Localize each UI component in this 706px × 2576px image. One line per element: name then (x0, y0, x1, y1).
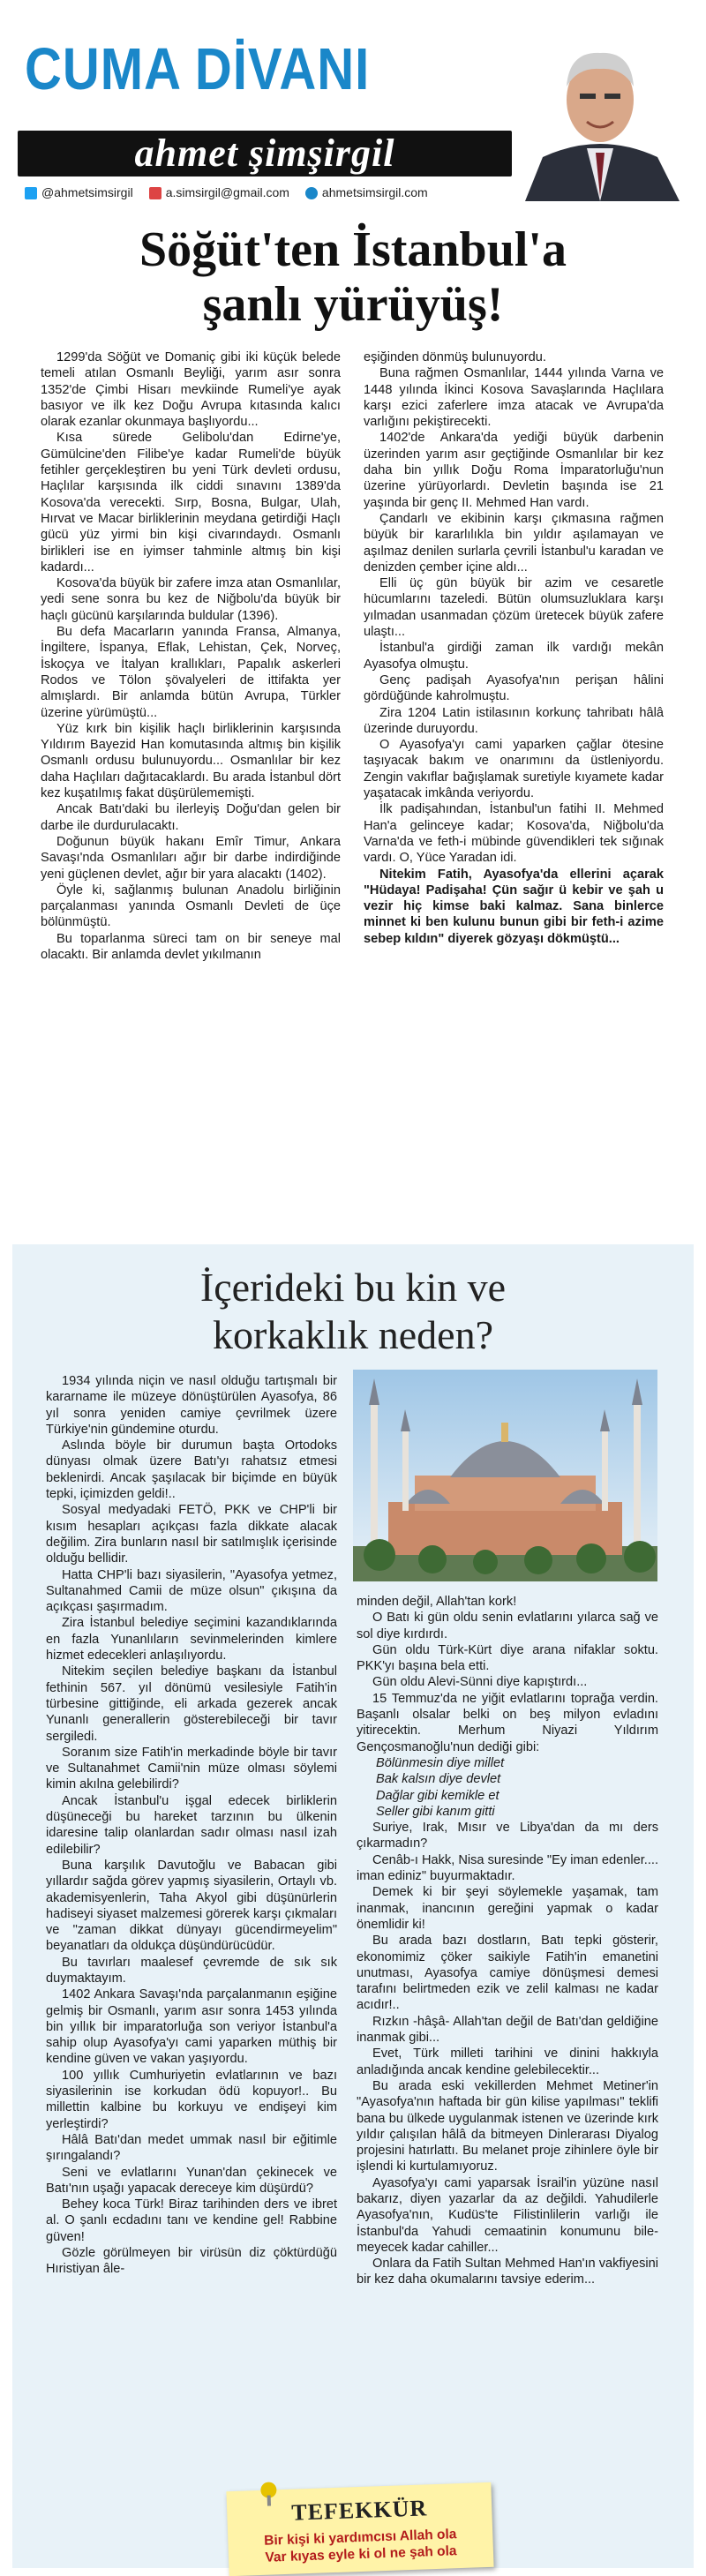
hagia-sophia-image (353, 1370, 657, 1581)
section-2-heading (0, 1264, 706, 1359)
paragraph: 1402 Ankara Savaşı'nda parçalanmanın eşiğine gelmiş bir Osmanlı, yarım asır sonra 1453 yılında bin yıllık bir imparatorluğa son veriyor İstanbul'a sahip olup Ayasofya'yı cami yaparken müthiş bir kendine güven ve vakan yaşıyordu. (46, 1987, 337, 2067)
tefekkur-note (226, 2482, 493, 2576)
paragraph: Öyle ki, sağlanmış bulunan Anadolu birliğinin parçalanması yanında Osmanlı Devleti de üçe bölünmüştü. (41, 882, 341, 930)
headline-line-2: şanlı yürüyüş! (202, 277, 504, 332)
tefekkur-title: TEFEKKÜR (290, 2495, 428, 2526)
column-brand: CUMA DİVANI (25, 36, 371, 102)
column-header (0, 0, 706, 212)
author-name: ahmet şimşirgil (134, 131, 395, 175)
paragraph: Bu arada eski vekillerden Mehmet Metiner'in "Ayasofya'nın haftada bir gün kilise yapılması" teklifi bana bu ülkede uygulanmak istenen ve üzerinde kırk yıldır çalışılan hâlâ da bitmeyen Dinlerarası Diyalog projesini hatırlattı. Bu melanet proje zihinlere öyle bir işlendi ki kurtulamıyoruz. (357, 2078, 658, 2174)
paragraph: Doğunun büyük hakanı Emîr Timur, Ankara Savaşı'nda Osmanlıları ağır bir darbe indirdiğinde yeni güçlenen devlet, ağır bir yara alacaktı (1402). (41, 834, 341, 882)
paragraph: Gözle görülmeyen bir virüsün diz çöktürdüğü Hıristiyan âle- (46, 2246, 337, 2277)
paragraph: Aslında böyle bir durumun başta Ortodoks dünyası olmak üzere Batı'yı rahatsız etmesi beklenirdi. Ancak şaşılacak bir biçimde en büyük tepki, içimizden geldi!.. (46, 1438, 337, 1502)
paragraph: Buna rağmen Osmanlılar, 1444 yılında Varna ve 1448 yılında İkinci Kosova Savaşlarında Haçlılara karşı ezici zaferlere imza atacak ve Avrupa'da varlığını pekiştirecekti. (364, 366, 664, 430)
paragraph: Ancak Batı'daki bu ilerleyiş Doğu'dan gelen bir darbe ile durdurulacaktı. (41, 802, 341, 833)
paragraph: Ayasofya'yı cami yaparsak İsrail'in yüzüne nasıl bakarız, diyen yazarlar da az değildi. Yahudilerle Ayasofya'nın, Kudüs'te Filistinlilerin varlığı ile İstanbul'da Yahudi cemaatinin konumunu bile-meyecek kadar cahiller... (357, 2175, 658, 2255)
paragraph: Elli üç gün büyük bir azim ve cesaretle hücumlarını tazeledi. Bütün olumsuzluklara karşı yılmadan usanmadan çözüm üretecek büyük zafere ulaştı... (364, 576, 664, 640)
tefekkur-line-1: Bir kişi ki yardımcısı Allah ola (263, 2527, 457, 2549)
paragraph: eşiğinden dönmüş bulunuyordu. (364, 350, 546, 364)
poem-line: Dağlar gibi kemikle et (376, 1788, 499, 1803)
paragraph: Kosova'da büyük bir zafere imza atan Osmanlılar, yedi sene sonra bu kez de Niğbolu'da büyük bir haçlı gücünü karşılarında buldular (1396). (41, 576, 341, 623)
paragraph: Cenâb-ı Hakk, Nisa suresinde "Ey iman edenler.... iman ediniz" buyurmaktadır. (357, 1852, 658, 1884)
paragraph: Genç padişah Ayasofya'nın perişan hâlini gördüğünde kahrolmuştu. (364, 672, 664, 704)
paragraph: Kısa sürede Gelibolu'dan Edirne'ye, Gümülcine'den Filibe'ye kadar Rumeli'de büyük fetihler gerçekleştiren bu yeni Türk devleti ordusu, Haçlılar karşısında ilk ciddi sınavını 1389'da Kosova'da verecekti. Sırp, Bosna, Bulgar, Ulah, Hırvat ve Macar birliklerinin meydana getirdiği Haçlı gücü yüz yirmi bin kişi civarındaydı. Osmanlı birlikleri ise en iyimser tahminle altmış bin kişi kadardı... (41, 431, 341, 575)
paragraph: Demek ki bir şeyi söylemekle yaşamak, tam inanmak, inancının gereğini yapmak o kadar önemlidir ki! (357, 1885, 658, 1932)
poem-line: Bak kalsın diye devlet (376, 1772, 501, 1787)
web-icon (305, 187, 318, 199)
paragraph: Ancak İstanbul'u işgal edecek birliklerin düşüneceği bu hareket tarzının bu ülkenin idaresine talip olanlardan sadır olması nasıl izah edilebilir? (46, 1793, 337, 1857)
tefekkur-line-2: Var kıyas eyle ki ol ne şah ola (265, 2543, 457, 2565)
paragraph: İstanbul'a girdiği zaman ilk vardığı mekân Ayasofya olmuştu. (364, 641, 664, 672)
paragraph: Gün oldu Alevi-Sünni diye kapıştırdı... (372, 1675, 588, 1690)
paragraph: O Ayasofya'yı cami yaparken çağlar ötesine taşıyacak bakım ve onarımını da üstleniyordu. Zengin vakıflar bağışlamak suretiyle kıyamete kadar yaşatacak imkânda veriyordu. (364, 738, 664, 801)
headline (0, 222, 706, 332)
article-column-2 (364, 349, 664, 947)
paragraph: Çandarlı ve ekibinin karşı çıkmasına rağmen büyük bir kararlılıkla bin yıldır aşılamayan ve aşılmaz denilen surlarla çevrili İstanbul'u karadan ve denizden çember içine aldı... (364, 511, 664, 575)
twitter-icon (25, 187, 37, 199)
author-bar (18, 131, 512, 176)
paragraph: Soranım size Fatih'in merkadinde böyle bir tavır ve Sultanahmet Camii'nin müze olması söylemi kimin akılna gelebilirdi? (46, 1745, 337, 1792)
paragraph: Zira İstanbul belediye seçimini kazandıklarında en fazla Yunanlıların sevinmelerinden kimlere hizmet edecekleri anlaşılıyordu. (46, 1616, 337, 1664)
paragraph: O Batı ki gün oldu senin evlatlarını yılarca sağ ve sol diye kırdırdı. (357, 1611, 658, 1641)
paragraph: 1934 yılında niçin ve nasıl olduğu tartışmalı bir kararname ile müzeye dönüştürülen Ayasofya, 86 yıl sonra yeniden camiye çevrilmek üzere Türkiye'nin gündemine oturdu. (46, 1374, 337, 1437)
paragraph: Bu toparlanma süreci tam on bir seneye mal olacaktı. Bir anlamda devlet yıkılmanın (41, 931, 341, 962)
paragraph: 15 Temmuz'da ne yiğit evlatlarını toprağa verdin. Başanlı olsalar belki on beş milyon evladını yitirecektin. Merhum Niyazi Yıldırım Gençosmanoğlu'nun dediği gibi: (357, 1691, 658, 1754)
mail-icon (149, 187, 161, 199)
paragraph: minden değil, Allah'tan kork! (357, 1595, 517, 1609)
paragraph: Bu defa Macarların yanında Fransa, Almanya, İngiltere, İspanya, Eflak, Lehistan, Çek, Norveç, İskoçya ve İtalyan krallıkları, Papalık askerleri Rodos ve Tölon şövalyeleri de ittifakta yer almışlardı. Bir anlamda bütün Avrupa, Türkler üzerine yürümüştü... (41, 625, 341, 720)
poem-line: Bölünmesin diye millet (376, 1755, 505, 1770)
paragraph: İlk padişahından, İstanbul'un fatihi II. Mehmed Han'a gelinceye kadar; Kosova'da, Niğbolu'da Varna'da ve feth-i mübinde güvendikleri tek sığınak vardı. O, Yüce Yaradan idi. (364, 802, 664, 866)
paragraph: Seni ve evlatlarını Yunan'dan çekinecek ve Batı'nın uşağı yapacak dereceye kim düşürdü? (46, 2165, 337, 2196)
social-bar (25, 182, 519, 203)
website[interactable]: ahmetsimsirgil.com (305, 185, 428, 199)
paragraph: 1299'da Söğüt ve Domaniç gibi iki küçük belede temeli atılan Osmanlı Beyliği, yarım asır sonra 1352'de Çimbi Hisarı mevkiinde Rumeli'ye ayak basıyor ve ilk kez Doğu Avrupa kıtasında kalıcı olarak ezanlar okunmaya başlıyordu... (41, 350, 341, 430)
paragraph: Evet, Türk milleti tarihini ve dinini hakkıyla anladığında ancak kendine gelebilecektir... (357, 2047, 658, 2077)
paragraph: 1402'de Ankara'da yediği büyük darbenin üzerinden yarım asır geçtiğinde Osmanlılar bir kez daha bin yıllık Doğu Roma İmparatorluğu'nun üzerine yürüyorlardı. Devletin başında ise 21 yaşında bir genç II. Mehmed Han vardı. (364, 431, 664, 510)
article-column-4 (357, 1594, 658, 2288)
paragraph: Zira 1204 Latin istilasının korkunç tahribatı hâlâ üzerinde duruyordu. (364, 705, 664, 736)
section-2-heading-line-1: İçerideki bu kin ve (199, 1265, 507, 1310)
portrait-image (516, 25, 684, 201)
paragraph: Yüz kırk bin kişilik haçlı birliklerinin karşısında Yıldırım Bayezid Han komutasında altmış bin kişilik Osmanlı ordusu bulunuyordu... Osmanlılar bir kez daha Haçlıları dağıtacaklardı. Bu arada İstanbul dört kez kuşatılmış fakat düşürülememişti. (41, 721, 341, 801)
paragraph: Buna karşılık Davutoğlu ve Babacan gibi yıllardır sağda görev yapmış siyasilerin, Ortaylı vb. akademisyenlerin, Taha Akyol gibi düşünürlerin hadiseyi siyaset malzemesi görerek karşı çıkmaları ve "zaman dikkat dünyayı gücendirmeyelim" beyanatları da oldukça düşündürücüdür. (46, 1858, 337, 1954)
paragraph: Behey koca Türk! Biraz tarihinden ders ve ibret al. O şanlı ecdadını tanı ve kendine gel! Rabbine güven! (46, 2197, 337, 2244)
tefekkur-text (228, 2525, 493, 2567)
paragraph: Hâlâ Batı'dan medet ummak nasıl bir eğitimle şırıngalandı? (46, 2132, 337, 2164)
paragraph: Onlara da Fatih Sultan Mehmed Han'ın vakfiyesini bir kez daha okumalarını tavsiye ederim... (357, 2257, 659, 2287)
paragraph: 100 yıllık Cumhuriyetin evlatlarının ve bazı siyasilerinin ise korkudan ödü kopuyor!.. Bu millettin kalbine bu korkuyu ve endişeyi kim yerleştirdi? (46, 2068, 337, 2131)
hagia-sophia-photo (353, 1370, 657, 1581)
article-column-3 (46, 1373, 337, 2278)
article-column-1 (41, 349, 341, 963)
paragraph: Nitekim seçilen belediye başkanı da İstanbul fethinin 567. yıl dönümü vesilesiyle Fatih'in türbesine gittiğinde, eli arkada gezerek ancak Yunanlı generallerin gösterebileceği bir tavır sergiledi. (46, 1664, 337, 1744)
headline-line-1: Söğüt'ten İstanbul'a (139, 222, 567, 277)
section-2-heading-line-2: korkaklık neden? (212, 1312, 494, 1357)
paragraph: Rızkın -hâşâ- Allah'tan değil de Batı'dan geldiğine inanmak gibi... (357, 2014, 658, 2046)
twitter-handle[interactable]: @ahmetsimsirgil (25, 185, 133, 199)
paragraph: Sosyal medyadaki FETÖ, PKK ve CHP'li bir kısım hesapları açıkçası fazla dikkate alacak değilim. Zira bunların nasıl bir satılmışlık içerisinde olduğu bellidir. (46, 1503, 337, 1566)
poem-line: Seller gibi kanım gitti (376, 1804, 495, 1819)
paragraph: Hatta CHP'li bazı siyasilerin, "Ayasofya yetmez, Sultanahmed Camii de müze olsun" çıkışına da açıkçası şaşırmadım. (46, 1567, 337, 1615)
paragraph: Bu arada bazı dostların, Batı tepki gösterir, ekonomimiz çöker saikiyle Fatih'in emanetini unutması, Ayasofya camiye dönüşmesi demesi tarafını belirtmeden ezik ve zelil kalması ne kadar acıdır!.. (357, 1934, 658, 2013)
poem-quote (357, 1755, 658, 1820)
paragraph: Gün oldu Türk-Kürt diye arana nifaklar soktu. PKK'yı başına bela etti. (357, 1642, 658, 1674)
email-address[interactable]: a.simsirgil@gmail.com (149, 185, 289, 199)
paragraph: Nitekim Fatih, Ayasofya'da ellerini açarak "Hüdaya! Padişaha! Çün sağır ü kebir ve şah u vezir hiç kimse baki kalmaz. Sana binlerce minnet ki ben kulunu bunun gibi bir feth-i azime sebep kıldın" diyerek gözyaşı dökmüştü... (364, 867, 664, 946)
paragraph: Suriye, Irak, Mısır ve Libya'dan da mı ders çıkarmadın? (357, 1821, 658, 1851)
author-portrait (516, 25, 684, 201)
paragraph: Bu tavırları maalesef çevremde de sık sık duymaktayım. (46, 1955, 337, 1986)
